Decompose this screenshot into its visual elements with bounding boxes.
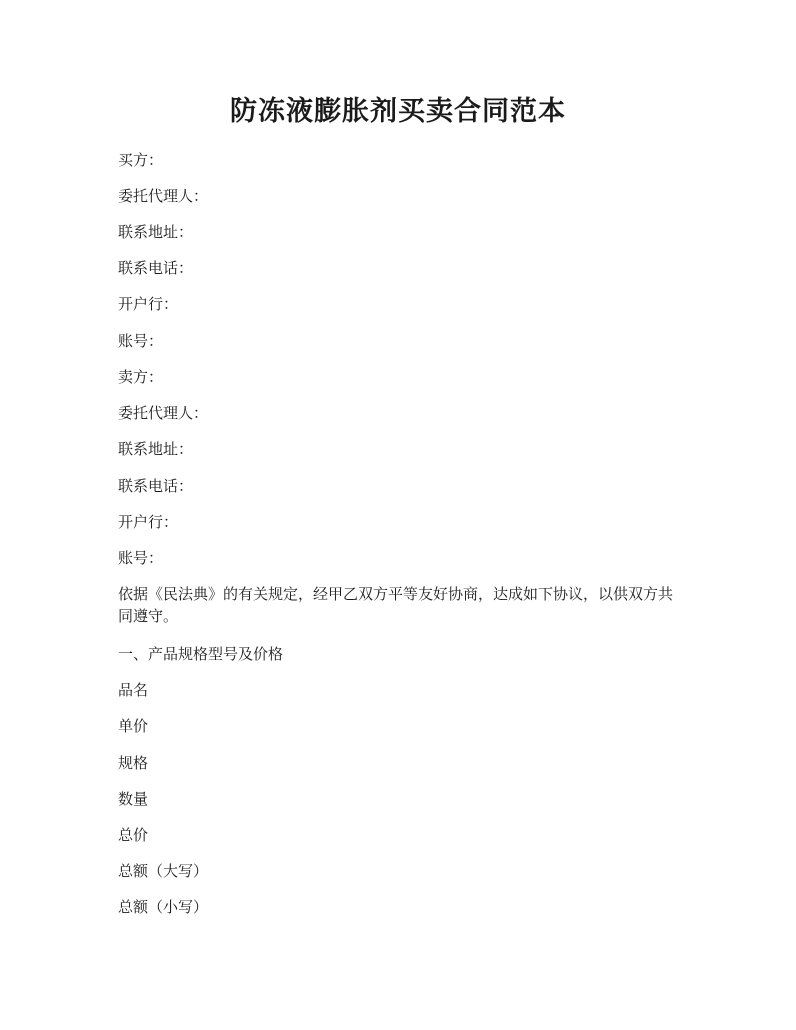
section-1-heading: 一、产品规格型号及价格 — [118, 645, 284, 663]
seller-phone-field: 联系电话： — [118, 477, 194, 495]
seller-bank-field: 开户行： — [118, 513, 179, 531]
buyer-account-field: 账号： — [118, 332, 164, 350]
seller-agent-field: 委托代理人： — [118, 404, 209, 422]
buyer-label: 买方： — [118, 151, 164, 169]
item-product-name: 品名 — [118, 681, 149, 699]
buyer-address-field: 联系地址： — [118, 223, 194, 241]
item-total-lowercase: 总额（小写） — [118, 898, 209, 916]
seller-address-field: 联系地址： — [118, 440, 194, 458]
seller-label: 卖方： — [118, 368, 164, 386]
item-total-price: 总价 — [118, 826, 149, 844]
item-quantity: 数量 — [118, 790, 149, 808]
document-title: 防冻液膨胀剂买卖合同范本 — [230, 96, 566, 127]
item-specification: 规格 — [118, 754, 149, 772]
seller-account-field: 账号： — [118, 549, 164, 567]
buyer-bank-field: 开户行： — [118, 295, 179, 313]
intro-paragraph: 依据《民法典》的有关规定，经甲乙双方平等友好协商，达成如下协议，以供双方共同遵守。 — [118, 585, 674, 625]
item-unit-price: 单价 — [118, 717, 149, 735]
buyer-agent-field: 委托代理人： — [118, 187, 209, 205]
buyer-phone-field: 联系电话： — [118, 259, 194, 277]
item-total-uppercase: 总额（大写） — [118, 862, 209, 880]
